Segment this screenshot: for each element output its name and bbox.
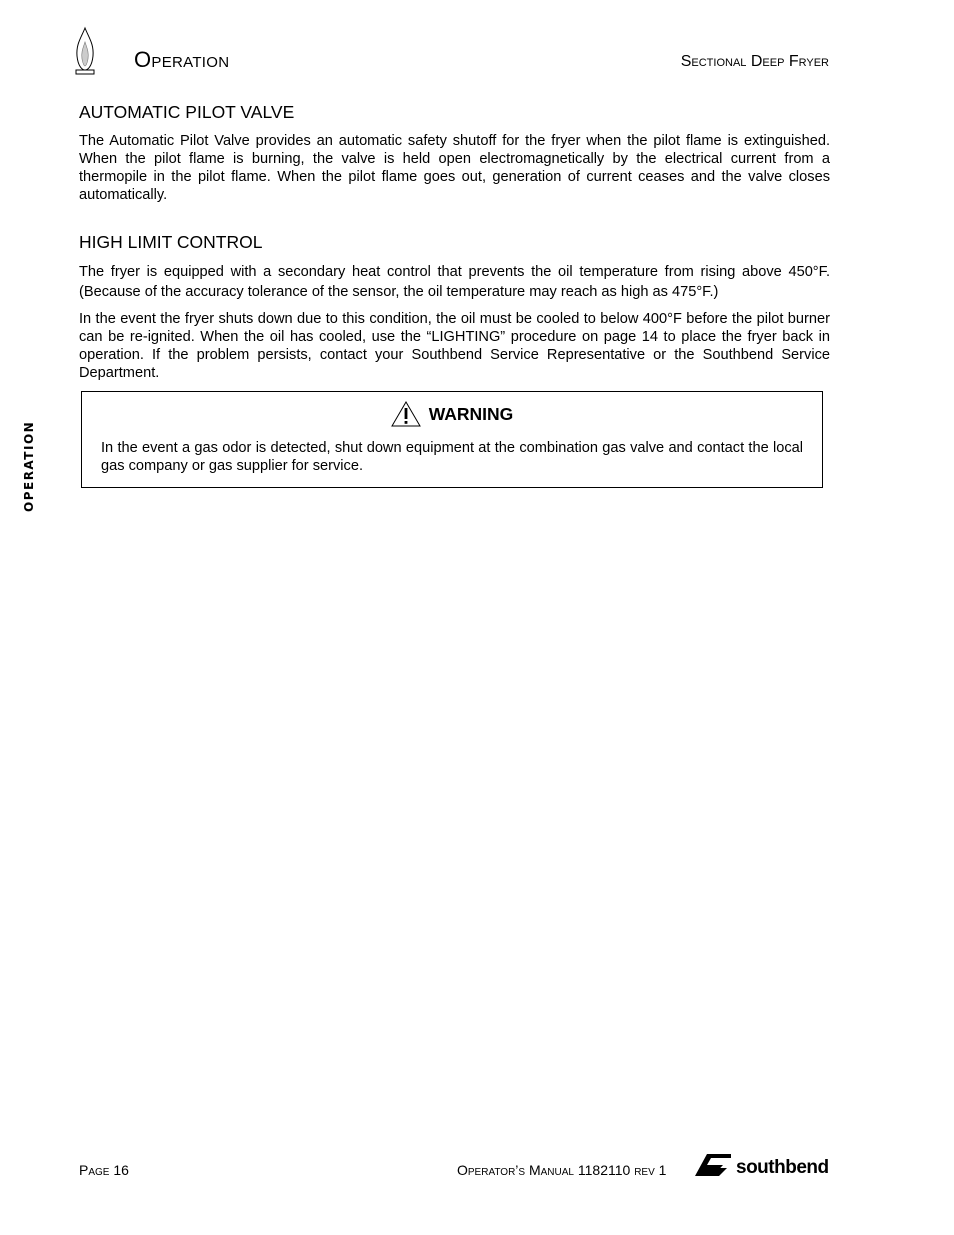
paragraph-pilot-valve: The Automatic Pilot Valve provides an automatic safety shutoff for the fryer when the pilot flame is extinguished. When the pilot flame is burning, the valve is held open electromagnetically by the electrical current from a thermopile in the pilot flame. When the pilot flame goes out, generation of current ceases and the valve closes automatically. <box>79 133 830 203</box>
side-tab-label: OPERATION <box>22 420 36 512</box>
warning-box <box>81 391 823 488</box>
warning-title: WARNING <box>428 404 514 424</box>
paragraph-high-limit-1: The fryer is equipped with a secondary heat control that prevents the oil temperature from rising above 450°F. (Because of the accuracy tolerance of the sensor, the oil temperature may reach as high as 475°F.) <box>79 264 830 300</box>
southbend-logo <box>693 1152 833 1178</box>
warning-text: In the event a gas odor is detected, shut down equipment at the combination gas valve and contact the local gas company or gas supplier for service. <box>101 440 803 474</box>
flame-icon <box>72 26 98 76</box>
section-heading-pilot-valve: AUTOMATIC PILOT VALVE <box>79 102 295 122</box>
paragraph-high-limit-2: In the event the fryer shuts down due to this condition, the oil must be cooled to below 400°F before the pilot burner can be re-ignited. When the oil has cooled, use the “LIGHTING” procedure on page 14 to place the fryer back in operation. If the problem persists, contact your Southbend Service Representative or the Southbend Service Department. <box>79 311 830 381</box>
brand-name: southbend <box>736 1157 829 1178</box>
warning-triangle-icon <box>391 401 421 427</box>
page-title: Operation <box>134 47 230 72</box>
page-number: Page 16 <box>79 1162 129 1178</box>
section-heading-high-limit: HIGH LIMIT CONTROL <box>79 232 263 252</box>
warning-header <box>82 400 822 428</box>
document-title: Sectional Deep Fryer <box>680 53 829 70</box>
manual-number: Operator’s Manual 1182110 rev 1 <box>457 1162 667 1178</box>
